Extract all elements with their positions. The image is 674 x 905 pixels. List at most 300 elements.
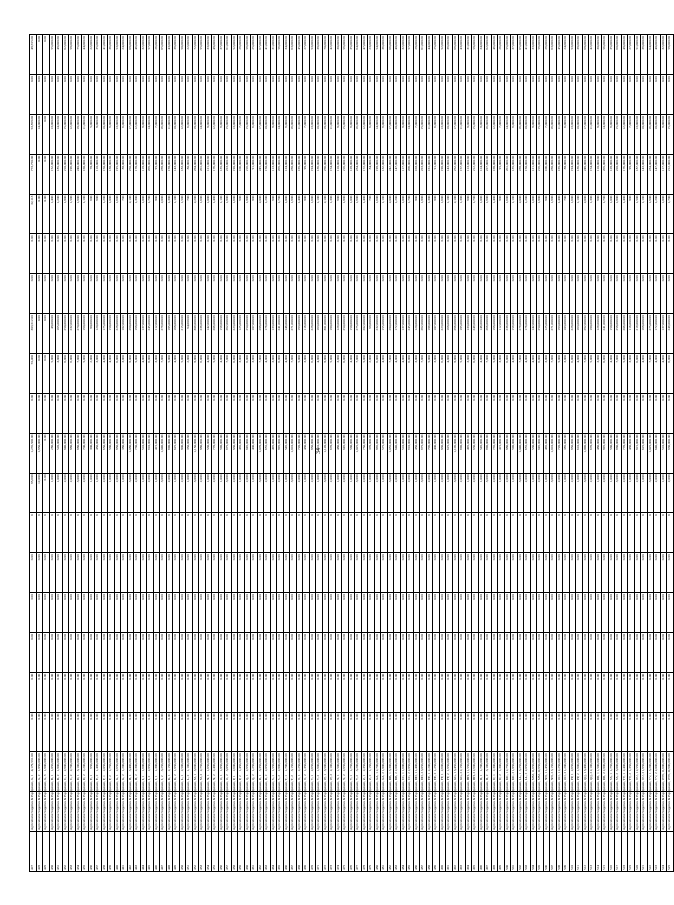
table-cell: 0.00 <box>517 75 524 115</box>
table-cell: 0.00 <box>361 75 368 115</box>
table-cell: 88,000.00 <box>121 154 128 194</box>
table-cell: 0.00 <box>452 593 459 633</box>
table-cell: 0.00 <box>322 234 329 274</box>
table-cell: 133,000.00 <box>270 314 277 354</box>
table-cell: 159,000.00 <box>511 314 518 354</box>
table-cell: 4,000 <box>205 354 212 394</box>
table-cell: 2,900,000.00 <box>62 752 69 792</box>
table-cell: Agricultural Supplies & Equipment, OO, 2 <box>563 771 568 831</box>
table-cell: 0 <box>36 513 43 553</box>
table-cell: 1,000 <box>238 473 245 513</box>
table-cell: 0.00 <box>556 274 563 314</box>
table-cell: Agricultural Supplies & Equipment, GG, 1 <box>452 771 457 831</box>
table-cell: 15,000.00 <box>244 114 251 154</box>
table-cell: 0.00 <box>277 672 284 712</box>
table-cell: 1,500 <box>634 194 641 234</box>
table-cell: Agricultural Supplies & Equipment, A, 1 <box>30 774 35 831</box>
table-cell: 436 <box>88 832 95 872</box>
table-cell: 1,800 <box>420 194 427 234</box>
table-cell: Agricultural Supplies & Equipment, UU, 1 <box>634 771 639 831</box>
table-cell: 0.00 <box>296 274 303 314</box>
table-cell: 0.00 <box>368 593 375 633</box>
table-cell: 2,950,000.00 <box>342 752 349 792</box>
table-cell: 0.00 <box>348 632 355 672</box>
table-cell: 0.00 <box>75 75 82 115</box>
table-cell: 30,000.00 <box>335 35 342 75</box>
table-cell: 37,000.00 <box>218 35 225 75</box>
table-cell: 0.00 <box>270 75 277 115</box>
table-cell: 610,000.00 <box>316 433 323 473</box>
table-cell: 0 <box>504 513 511 553</box>
table-cell: 0.00 <box>374 274 381 314</box>
table-cell: 0 <box>667 513 674 553</box>
table-cell: 0.00 <box>355 274 362 314</box>
table-cell: 830,000.00 <box>439 433 446 473</box>
table-cell: 61,000.00 <box>420 35 427 75</box>
table-cell: 510,000.00 <box>400 433 407 473</box>
table-cell: 0.00 <box>88 593 95 633</box>
table-cell: 0.00 <box>205 593 212 633</box>
table-cell: 0.00 <box>127 393 134 433</box>
table-cell: 27,000.00 <box>628 35 635 75</box>
table-cell: 2,750,000.00 <box>199 752 206 792</box>
table-cell: 0.00 <box>543 234 550 274</box>
table-cell: 0.00 <box>257 75 264 115</box>
table-cell: Agricultural Supplies & Equipment, BB, 2 <box>394 772 399 831</box>
table-cell: 59,000.00 <box>342 35 349 75</box>
table-cell: 0 <box>186 513 193 553</box>
table-cell: 0.00 <box>511 234 518 274</box>
table-cell: 730,000.00 <box>134 433 141 473</box>
table-cell: 4,000 <box>316 354 323 394</box>
table-cell: 10,000.00 <box>101 114 108 154</box>
table-cell: 22,000.00 <box>88 35 95 75</box>
table-cell: 2,000,000.00 <box>394 752 401 792</box>
table-cell: 469 <box>303 832 310 872</box>
table-cell: 125,000.00 <box>238 314 245 354</box>
table-cell: 0.00 <box>342 593 349 633</box>
table-cell: 0.00 <box>478 274 485 314</box>
table-cell: 0.00 <box>153 672 160 712</box>
table-cell: 0.00 <box>329 593 336 633</box>
table-cell: 456 <box>218 832 225 872</box>
table-cell: 0.00 <box>303 234 310 274</box>
table-cell: 133,000.00 <box>465 314 472 354</box>
table-cell: 0.00 <box>62 593 69 633</box>
table-cell: 57,000.00 <box>147 35 154 75</box>
table-cell: 0.00 <box>147 712 154 752</box>
table-cell: 0.00 <box>348 274 355 314</box>
table-cell: 0 <box>433 513 440 553</box>
table-cell: 0.00 <box>251 553 258 593</box>
table-cell: 0.00 <box>43 712 50 752</box>
table-cell: 0.00 <box>387 553 394 593</box>
table-cell: 13,000.00 <box>569 114 576 154</box>
table-cell: 0 <box>270 513 277 553</box>
table-cell: 0.00 <box>569 593 576 633</box>
table-cell: 0.00 <box>127 672 134 712</box>
table-cell: 400,000.00 <box>251 433 258 473</box>
table-cell: 59,000.00 <box>244 35 251 75</box>
table-cell: 0.00 <box>511 712 518 752</box>
table-cell: 0.00 <box>179 593 186 633</box>
table-cell: 0.00 <box>316 632 323 672</box>
table-cell: 1,800 <box>62 194 69 234</box>
table-cell: 0.00 <box>517 553 524 593</box>
table-cell: 0.00 <box>218 593 225 633</box>
table-cell: 84,000.00 <box>368 154 375 194</box>
table-cell: 0.00 <box>127 75 134 115</box>
table-cell: Agricultural Supplies & Equipment, R, 1 <box>257 774 262 831</box>
table-cell: 0.00 <box>127 234 134 274</box>
table-cell: 1,000 <box>498 473 505 513</box>
table-cell: 0.00 <box>283 712 290 752</box>
table-cell: 72,000.00 <box>192 35 199 75</box>
table-cell: 428 <box>36 832 43 872</box>
table-cell: 0.00 <box>290 593 297 633</box>
table-cell: 0.00 <box>108 593 115 633</box>
table-cell: 301,000.00 <box>322 314 329 354</box>
table-cell: 1,900 <box>355 194 362 234</box>
table-cell: 0.00 <box>491 672 498 712</box>
table-cell: 452 <box>192 832 199 872</box>
table-cell: 292,000.00 <box>582 314 589 354</box>
table-cell: 12,000.00 <box>179 114 186 154</box>
table-cell: Agricultural Supplies & Equipment, NN, 1 <box>543 771 548 831</box>
table-cell: 0.00 <box>569 712 576 752</box>
table-cell: 524 <box>660 832 667 872</box>
table-cell: 198,000.00 <box>491 314 498 354</box>
table-cell: 150,000.00 <box>608 314 615 354</box>
table-cell: 0.00 <box>36 274 43 314</box>
table-cell: 0.00 <box>43 314 50 354</box>
table-cell: 1,000 <box>576 473 583 513</box>
table-cell: 9,000.00 <box>381 114 388 154</box>
table-cell: 70,000.00 <box>88 154 95 194</box>
table-cell: Agricultural Supplies & Equipment, LL, 1 <box>517 772 522 831</box>
table-cell: 0.00 <box>439 553 446 593</box>
table-cell: 0.00 <box>381 75 388 115</box>
table-cell: 1,600 <box>504 194 511 234</box>
table-cell: 0 <box>225 513 232 553</box>
table-cell: 249,000.00 <box>472 314 479 354</box>
table-cell: 2,000 <box>491 473 498 513</box>
table-cell: 0.00 <box>134 632 141 672</box>
table-cell: 168,000.00 <box>641 314 648 354</box>
table-cell: 1,700 <box>667 194 674 234</box>
table-cell: 176,000.00 <box>524 314 531 354</box>
table-cell: 0.00 <box>270 393 277 433</box>
table-cell: 0.00 <box>621 632 628 672</box>
table-cell: 0.00 <box>88 234 95 274</box>
table-cell: 1,700 <box>147 194 154 234</box>
table-cell: Agricultural Supplies & Equipment, A, 3 <box>43 774 48 831</box>
table-cell: 1,700 <box>472 194 479 234</box>
table-cell: 910,000.00 <box>407 433 414 473</box>
table-cell: 0.00 <box>459 632 466 672</box>
table-cell: Agricultural Supplies & Equipment, CC, 1 <box>400 772 405 831</box>
table-cell: 0.00 <box>420 553 427 593</box>
table-cell: 0.00 <box>43 473 50 513</box>
table-cell: 0.00 <box>576 553 583 593</box>
table-cell: 1,600 <box>439 194 446 234</box>
table-cell: 2,900,000.00 <box>472 752 479 792</box>
table-cell: 2,000 <box>582 194 589 234</box>
table-cell: 2,000 <box>387 194 394 234</box>
table-cell: 980,000.00 <box>75 433 82 473</box>
table-cell: 175,000.00 <box>101 314 108 354</box>
table-cell: 2,000 <box>244 473 251 513</box>
table-cell: 5,000 <box>166 354 173 394</box>
table-cell: 2,000 <box>296 473 303 513</box>
table-cell: 0.00 <box>270 234 277 274</box>
table-cell: 275,000.00 <box>355 314 362 354</box>
table-cell: 59,000.00 <box>537 35 544 75</box>
table-cell: 0.00 <box>264 712 271 752</box>
table-cell: 0.00 <box>621 393 628 433</box>
table-cell: 0.00 <box>153 274 160 314</box>
table-cell: 477 <box>355 832 362 872</box>
table-cell: 1,025,000.00 <box>355 433 362 473</box>
table-cell: 0 <box>212 513 219 553</box>
table-cell: 1,400 <box>361 194 368 234</box>
table-cell: 5,000 <box>49 354 56 394</box>
table-cell: 0.00 <box>589 553 596 593</box>
table-cell: 0.00 <box>290 712 297 752</box>
table-cell: 1,000 <box>608 194 615 234</box>
table-cell: 625,000.00 <box>446 433 453 473</box>
table-cell: 216,000.00 <box>537 154 544 194</box>
table-cell: 0 <box>329 513 336 553</box>
table-cell: 4,000 <box>576 354 583 394</box>
table-cell: 0 <box>446 513 453 553</box>
table-cell: 0.00 <box>342 393 349 433</box>
table-cell: 0.00 <box>192 593 199 633</box>
table-cell: 0.00 <box>186 632 193 672</box>
table-cell: 2,000 <box>407 473 414 513</box>
table-cell: 102,000.00 <box>121 314 128 354</box>
table-cell: Agricultural Supplies & Equipment, DD, 2 <box>420 771 425 831</box>
table-cell: 0.00 <box>82 672 89 712</box>
table-cell: 45,000.00 <box>556 35 563 75</box>
table-cell: 0.00 <box>576 75 583 115</box>
table-cell: 0.00 <box>413 672 420 712</box>
table-cell: 0.00 <box>595 593 602 633</box>
table-cell: 0 <box>459 513 466 553</box>
table-cell: 513 <box>589 832 596 872</box>
table-cell: 0.00 <box>485 234 492 274</box>
table-cell: 4,000 <box>108 354 115 394</box>
table-cell: 0 <box>400 513 407 553</box>
table-cell: 0.00 <box>270 632 277 672</box>
table-cell: 523 <box>654 832 661 872</box>
table-cell: 0 <box>69 513 76 553</box>
table-cell: 1,000 <box>368 473 375 513</box>
table-cell: 249,000.00 <box>582 154 589 194</box>
table-cell: 0.00 <box>446 393 453 433</box>
table-cell: 0.00 <box>433 234 440 274</box>
table-cell: 0.00 <box>173 75 180 115</box>
table-cell: Agricultural Supplies & Equipment, T, 1 <box>283 775 288 831</box>
table-cell: 0.00 <box>199 553 206 593</box>
table-cell: 499 <box>498 832 505 872</box>
table-cell: 0.00 <box>569 274 576 314</box>
table-cell: 0 <box>595 513 602 553</box>
table-cell: 0.00 <box>355 593 362 633</box>
table-cell: 0.00 <box>504 632 511 672</box>
table-cell: 0.00 <box>186 274 193 314</box>
table-cell: 0.00 <box>589 75 596 115</box>
table-cell: 1,000 <box>283 473 290 513</box>
table-cell: 3,000 <box>95 354 102 394</box>
table-cell: 0.00 <box>270 553 277 593</box>
table-cell: 0.00 <box>283 553 290 593</box>
table-cell: 4,000 <box>381 354 388 394</box>
table-cell: 176,000.00 <box>621 154 628 194</box>
table-cell: 0.00 <box>192 234 199 274</box>
table-cell: 32,113 <box>30 194 37 234</box>
table-cell: 12,000.00 <box>361 114 368 154</box>
table-cell: 0.00 <box>335 393 342 433</box>
table-cell: 6,000 <box>602 354 609 394</box>
table-cell: 14,000.00 <box>199 114 206 154</box>
table-cell: 800 <box>303 194 310 234</box>
table-cell: 2,000 <box>634 473 641 513</box>
table-cell: 0.00 <box>140 632 147 672</box>
table-cell: 1,010,000.00 <box>550 433 557 473</box>
table-cell: 0 <box>335 513 342 553</box>
table-cell: 0.00 <box>127 593 134 633</box>
table-cell: 187,000.00 <box>634 154 641 194</box>
table-cell: 0.00 <box>101 75 108 115</box>
table-cell: 39,000.00 <box>641 35 648 75</box>
table-cell: 250,000.00 <box>62 314 69 354</box>
table-cell: 0.00 <box>231 393 238 433</box>
table-cell: 0.00 <box>335 593 342 633</box>
table-cell: 700,000.00 <box>82 433 89 473</box>
table-cell: 1,000 <box>56 473 63 513</box>
table-cell: 0.00 <box>563 75 570 115</box>
table-cell: 154,000.00 <box>589 154 596 194</box>
table-cell: 228,000.00 <box>114 314 121 354</box>
table-cell: 0.00 <box>56 393 63 433</box>
table-cell: 0.00 <box>43 114 50 154</box>
table-cell: Agricultural Supplies & Equipment, BB, 1 <box>387 772 392 831</box>
table-cell: 0.00 <box>36 75 43 115</box>
table-cell: 0 <box>374 513 381 553</box>
table-cell: 0.00 <box>667 593 674 633</box>
table-cell: 32,000.00 <box>660 35 667 75</box>
table-cell: 146,000.00 <box>478 314 485 354</box>
table-cell: Agricultural Supplies & Equipment, S, 2 <box>277 774 282 831</box>
table-cell: 3,400,000.00 <box>582 752 589 792</box>
table-cell: 0.00 <box>459 234 466 274</box>
table-cell: 0.00 <box>504 593 511 633</box>
table-cell: 34,000.00 <box>283 35 290 75</box>
table-cell: 0.00 <box>420 393 427 433</box>
table-cell: 25,000.00 <box>251 35 258 75</box>
table-cell: 385,000.00 <box>563 433 570 473</box>
table-cell: 0.00 <box>134 234 141 274</box>
table-cell: 0.00 <box>589 274 596 314</box>
table-cell: 0.00 <box>179 393 186 433</box>
table-cell: 0.00 <box>472 712 479 752</box>
table-cell: 0.00 <box>517 632 524 672</box>
table-cell: 0.00 <box>30 234 37 274</box>
table-cell: 0.00 <box>556 672 563 712</box>
table-cell: 0.00 <box>251 274 258 314</box>
table-cell: 18,000.00 <box>322 114 329 154</box>
table-cell: 3,000 <box>290 473 297 513</box>
table-cell: 0.00 <box>342 75 349 115</box>
table-cell: 14,000.00 <box>147 114 154 154</box>
table-cell: 0.00 <box>43 632 50 672</box>
table-cell: 12,000.00 <box>134 114 141 154</box>
table-cell: 68,000.00 <box>127 35 134 75</box>
table-cell: 0.00 <box>628 75 635 115</box>
table-cell: 0.00 <box>75 632 82 672</box>
table-cell: 498 <box>491 832 498 872</box>
table-cell: 223,000.00 <box>225 154 232 194</box>
table-cell: 830,000.00 <box>231 433 238 473</box>
table-cell: 3,000 <box>192 473 199 513</box>
table-cell: 0.00 <box>439 632 446 672</box>
table-cell: 5,000 <box>459 354 466 394</box>
table-cell: 8,000.00 <box>595 114 602 154</box>
table-cell: Agricultural Supplies & Equipment, LL, 2 <box>524 772 529 831</box>
table-cell: Agricultural Supplies & Equipment, T, 2 <box>290 775 295 831</box>
table-cell: 0.00 <box>426 393 433 433</box>
table-cell: 10,000.00 <box>524 114 531 154</box>
table-cell: 0.00 <box>231 712 238 752</box>
table-cell: 0.00 <box>563 632 570 672</box>
table-cell: 0.00 <box>127 553 134 593</box>
table-cell: 0.00 <box>257 593 264 633</box>
table-cell: 112,000.00 <box>498 314 505 354</box>
table-cell: 0.00 <box>511 274 518 314</box>
table-cell: 271,000.00 <box>290 314 297 354</box>
table-cell: 0.00 <box>199 274 206 314</box>
table-cell: 480 <box>374 832 381 872</box>
table-cell: 0.00 <box>368 274 375 314</box>
table-cell: 241,000.00 <box>602 314 609 354</box>
table-cell: 8,000.00 <box>660 114 667 154</box>
table-cell: 3,000 <box>595 354 602 394</box>
table-cell: 0.00 <box>608 75 615 115</box>
table-cell: 7,000.00 <box>498 114 505 154</box>
table-cell: 46,000.00 <box>134 35 141 75</box>
table-cell: 95,600 <box>30 473 37 513</box>
table-cell: 2,150,000.00 <box>459 752 466 792</box>
table-cell: 945,000.00 <box>342 433 349 473</box>
table-cell: 0.00 <box>608 593 615 633</box>
table-cell: 106,000.00 <box>238 154 245 194</box>
table-cell: 4,000 <box>446 354 453 394</box>
table-cell: 0.00 <box>543 393 550 433</box>
table-cell: 0.00 <box>355 75 362 115</box>
table-cell: 0.00 <box>43 433 50 473</box>
table-cell: 1,550,000.00 <box>270 752 277 792</box>
table-cell: 33,000.00 <box>205 35 212 75</box>
table-cell: 0.00 <box>446 234 453 274</box>
table-cell: 106,000.00 <box>543 154 550 194</box>
table-cell: 14,000.00 <box>504 114 511 154</box>
table-cell: 0.00 <box>173 593 180 633</box>
table-cell: 0.00 <box>426 75 433 115</box>
table-cell: 51,000.00 <box>634 35 641 75</box>
table-cell: 2,000 <box>524 473 531 513</box>
table-cell: 0.00 <box>69 393 76 433</box>
